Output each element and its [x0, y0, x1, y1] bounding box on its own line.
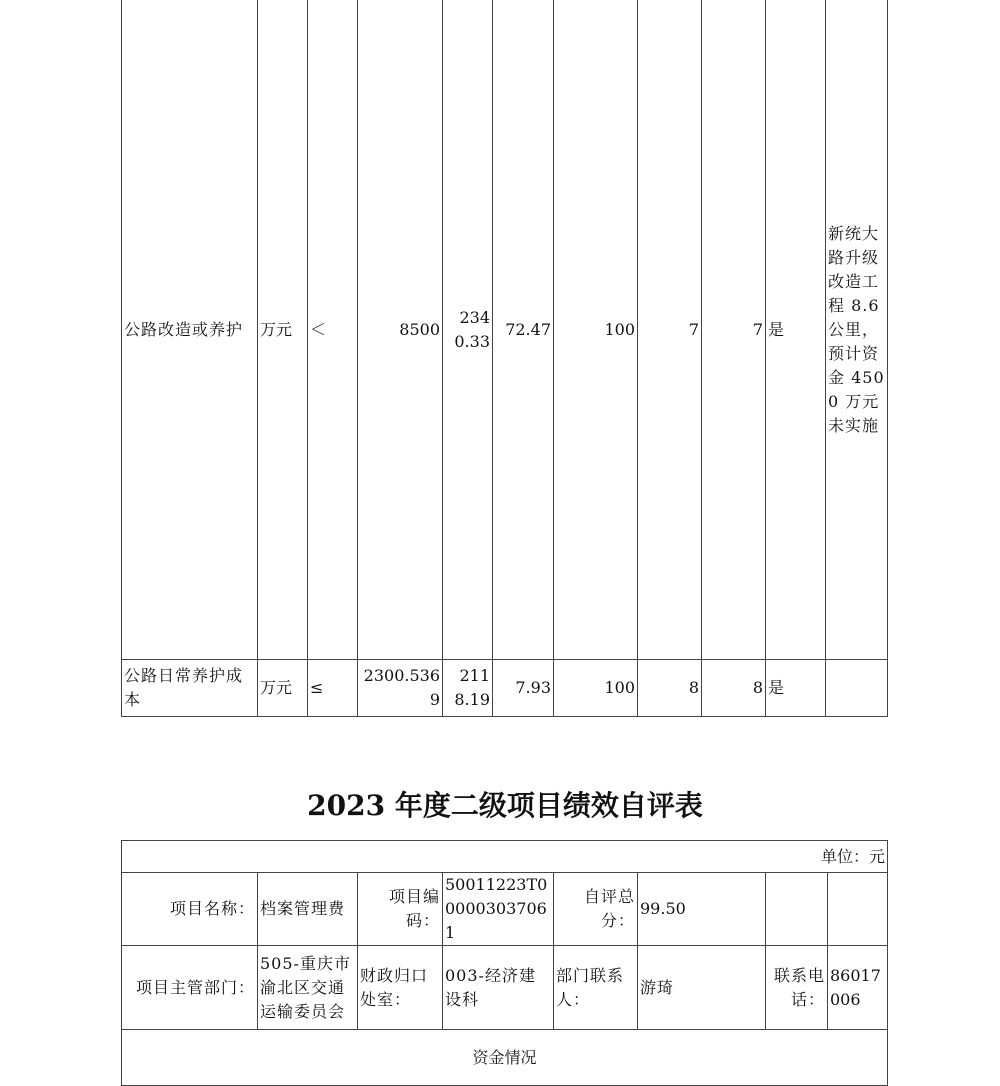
indicator-unit: 万元	[258, 660, 308, 717]
funds-section-row	[122, 1030, 888, 1086]
target-met: 是	[766, 660, 826, 717]
indicator-operator: ≤	[308, 660, 358, 717]
dept-label: 项目主管部门：	[122, 946, 258, 1030]
weight-value: 100	[554, 660, 638, 717]
project-code-label: 项目编码：	[358, 873, 443, 946]
dept-value: 505-重庆市渝北区交通运输委员会	[258, 946, 358, 1030]
completion-rate: 7.93	[493, 660, 554, 717]
performance-indicator-table	[121, 0, 888, 717]
empty-cell	[828, 873, 888, 946]
annual-target: 2300.5369	[358, 660, 443, 717]
contact-label: 部门联系人：	[554, 946, 638, 1030]
annual-target: 8500	[358, 0, 443, 660]
project-info-table	[121, 840, 888, 1086]
table-row	[122, 660, 888, 717]
unit-label: 单位：元	[122, 841, 888, 873]
indicator-unit: 万元	[258, 0, 308, 660]
weight-value: 100	[554, 0, 638, 660]
indicator-name: 公路改造或养护	[122, 0, 258, 660]
target-met: 是	[766, 0, 826, 660]
table-row	[122, 946, 888, 1030]
indicator-name: 公路日常养护成本	[122, 660, 258, 717]
project-name-value: 档案管理费	[258, 873, 358, 946]
table-row	[122, 873, 888, 946]
project-code-value: 50011223T000003037061	[443, 873, 554, 946]
completion-rate: 72.47	[493, 0, 554, 660]
indicator-operator: ＜	[308, 0, 358, 660]
score-value: 7	[702, 0, 766, 660]
score-value: 8	[702, 660, 766, 717]
finance-office-label: 财政归口处室：	[358, 946, 443, 1030]
table-row	[122, 0, 888, 660]
phone-value: 86017006	[828, 946, 888, 1030]
self-score-value: 99.50	[638, 873, 766, 946]
phone-label: 联系电话：	[766, 946, 828, 1030]
deviation-note: 新统大路升级改造工程 8.6 公里，预计资金 4500 万元未实施	[826, 0, 888, 660]
empty-cell	[766, 873, 828, 946]
contact-value: 游琦	[638, 946, 766, 1030]
finance-office-value: 003-经济建设科	[443, 946, 554, 1030]
unit-row	[122, 841, 888, 873]
self-score-label: 自评总分：	[554, 873, 638, 946]
funds-section-label: 资金情况	[122, 1030, 888, 1086]
actual-value: 2340.33	[443, 0, 493, 660]
page-title: 2023 年度二级项目绩效自评表	[307, 789, 703, 822]
score-max: 7	[638, 0, 702, 660]
project-name-label: 项目名称：	[122, 873, 258, 946]
deviation-note	[826, 660, 888, 717]
actual-value: 2118.19	[443, 660, 493, 717]
score-max: 8	[638, 660, 702, 717]
